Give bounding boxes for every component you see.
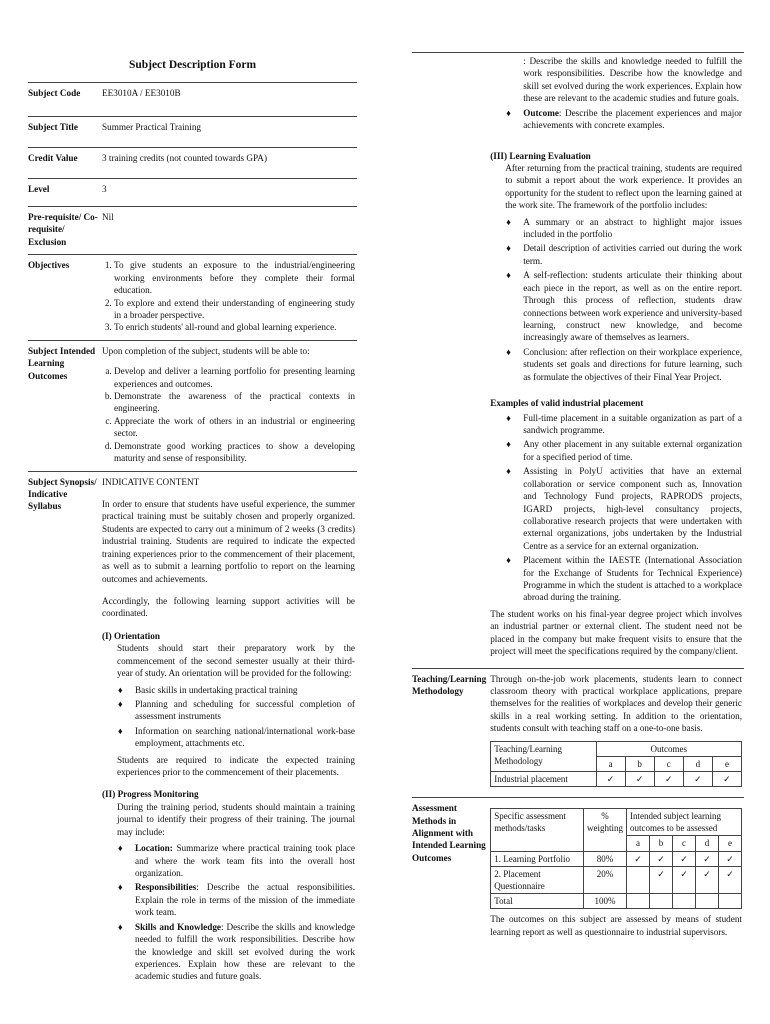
assessment-task: Total	[491, 893, 584, 908]
row-credit-value	[28, 148, 357, 179]
check-icon	[626, 893, 649, 908]
check-icon	[695, 893, 718, 908]
check-icon: ✓	[672, 866, 695, 893]
weighting-col-header: % weighting	[583, 809, 626, 851]
outcome-item: d. Demonstrate good working practices to show a developing maturity and sense of responsibility.	[114, 440, 355, 465]
monitoring-item-continued: : Describe the skills and knowledge needed to fulfill the work responsibilities. Describe how the knowledge and skill set evolved during the work experiences. Explain how these are relevant to the academic studies and future goals.	[523, 56, 742, 104]
diamond-bullet-icon: ♦	[506, 270, 511, 281]
methodology-row-label: Industrial placement	[491, 771, 596, 786]
check-icon: ✓	[695, 851, 718, 866]
orientation-list	[102, 684, 355, 750]
orientation-heading: (I) Orientation	[102, 630, 160, 641]
learning-outcomes-intro: Upon completion of the subject, students will be able to:	[102, 345, 310, 356]
methodology-col-header: Teaching/Learning Methodology	[491, 741, 596, 771]
objective-item: 1. To give students an exposure to the industrial/engineering working environments before they complete their formal education.	[114, 259, 355, 296]
table-row	[491, 866, 742, 893]
form-title: Subject Description Form	[128, 59, 257, 71]
evaluation-item: ♦ Conclusion: after reflection on their workplace experience, students set goals and directions for future learning, such as formulate the objectives of their Final Year Project.	[506, 346, 742, 382]
check-icon: ✓	[695, 866, 718, 893]
evaluation-list	[490, 216, 742, 383]
objectives-label: Objectives	[28, 255, 100, 341]
diamond-bullet-icon: ♦	[118, 843, 123, 854]
row-synopsis-continued	[412, 53, 744, 669]
level-value: 3	[100, 179, 357, 207]
diamond-bullet-icon: ♦	[506, 555, 511, 566]
diamond-bullet-icon: ♦	[118, 882, 123, 893]
right-page	[385, 0, 770, 1024]
credit-value-value: 3 training credits (not counted towards GPA)	[100, 148, 357, 179]
outcome-letter: c	[654, 756, 683, 771]
subject-title-value: Summer Practical Training	[100, 117, 357, 148]
methodology-table	[490, 741, 742, 787]
outcome-letter: d	[695, 836, 718, 851]
evaluation-item: ♦ Detail description of activities carried out during the work term.	[506, 243, 742, 266]
synopsis-paragraph: In order to ensure that students have useful experience, the summer practical training must be suitably chosen and properly organized. Students are expected to carry out a minimum of 2 weeks (3 credits) industrial training. Students are required to indicate the expected training experiences prior to the commencement of their placement, as well as to submit a learning portfolio to report on the learning outcomes and achievements.	[102, 499, 355, 584]
assessment-col-header: Specific assessment methods/tasks	[491, 809, 584, 851]
check-icon: ✓	[596, 771, 625, 786]
check-icon	[649, 893, 672, 908]
row-objectives	[28, 255, 357, 341]
check-icon	[718, 893, 741, 908]
orientation-item: ♦ Basic skills in undertaking practical training	[118, 684, 298, 695]
outcome-letter: b	[625, 756, 654, 771]
monitoring-list-part2	[490, 41, 742, 132]
subject-table-continued	[412, 52, 744, 948]
diamond-bullet-icon: ♦	[506, 216, 511, 227]
check-icon: ✓	[672, 851, 695, 866]
assessment-table	[490, 808, 742, 909]
progress-monitoring-text: During the training period, students should maintain a training journal to identify their progress of their training. The journal may include:	[117, 801, 355, 837]
check-icon: ✓	[649, 866, 672, 893]
teaching-methodology-label: Teaching/Learning Methodology	[412, 668, 488, 798]
example-item: ♦ Placement within the IAESTE (International Association for the Exchange of Students for Technical Experience) Programme in which the student is attached to a workplace abroad during the training.	[506, 555, 742, 603]
outcomes-col-header: Outcomes	[596, 741, 741, 756]
orientation-text: Students should start their preparatory work by the commencement of the second semester usually at their third-year of study. An orientation will be provided for the following:	[117, 643, 355, 679]
synopsis-label: Subject Synopsis/ Indicative Syllabus	[28, 471, 100, 941]
monitoring-item: ♦ Responsibilities: Describe the actual responsibilities. Explain the role in terms of the mission of the immediate work team.	[118, 882, 355, 918]
prerequisite-label: Pre-requisite/ Co-requisite/ Exclusion	[28, 207, 100, 255]
objective-item: 3. To enrich students' all-round and global learning experience.	[114, 321, 355, 333]
check-icon: ✓	[683, 771, 712, 786]
synopsis-paragraph: Accordingly, the following learning support activities will be coordinated.	[102, 595, 355, 619]
prerequisite-value: Nil	[100, 207, 357, 255]
table-row	[491, 851, 742, 866]
monitoring-item: ♦ Location: Summarize where practical training took place and where the work team fits into the overall host organization.	[118, 843, 355, 878]
check-icon: ✓	[712, 771, 741, 786]
orientation-item: ♦ Information on searching national/international work-base employment, attachments etc.	[118, 725, 355, 749]
row-subject-code	[28, 83, 357, 117]
level-label: Level	[28, 179, 100, 207]
outcome-letter: e	[718, 836, 741, 851]
subject-title-label: Subject Title	[28, 117, 100, 148]
outcome-letter: e	[712, 756, 741, 771]
diamond-bullet-icon: ♦	[506, 243, 511, 254]
assessment-task: 2. Placement Questionnaire	[491, 866, 584, 893]
diamond-bullet-icon: ♦	[118, 725, 123, 736]
evaluation-item: ♦ A self-reflection: students articulate their thinking about each piece in the report, as well as on the entire report. Through this process of reflection, students draw connections between work experience and university-based learning, construct new knowledge, and become increasingly aware of themselves as learners.	[506, 270, 742, 343]
diamond-bullet-icon: ♦	[506, 439, 511, 450]
row-prerequisite	[28, 207, 357, 255]
row-assessment-methods	[412, 798, 744, 948]
objective-item: 2. To explore and extend their understanding of engineering study in a broader perspective.	[114, 297, 355, 322]
assessment-methods-label: Assessment Methods in Alignment with Intended Learning Outcomes	[412, 798, 488, 948]
outcome-item: c. Appreciate the work of others in an industrial or engineering sector.	[114, 415, 355, 440]
assessment-weight: 80%	[583, 851, 626, 866]
outcome-letter: d	[683, 756, 712, 771]
orientation-after: Students are required to indicate the expected training experiences prior to the commencement of their placements.	[117, 754, 355, 778]
table-row	[491, 771, 742, 786]
examples-heading: Examples of valid industrial placement	[490, 398, 644, 409]
orientation-item: ♦ Planning and scheduling for successful completion of assessment instruments	[118, 698, 355, 722]
learning-outcomes-list	[102, 365, 355, 464]
row-learning-outcomes	[28, 340, 357, 471]
subject-code-value: EE3010A / EE3010B	[100, 83, 357, 117]
row-synopsis	[28, 471, 357, 941]
row-teaching-methodology	[412, 668, 744, 798]
subject-code-label: Subject Code	[28, 83, 100, 117]
check-icon: ✓	[625, 771, 654, 786]
outcome-item: b. Demonstrate the awareness of the practical contexts in engineering.	[114, 390, 355, 415]
indicative-content-heading: INDICATIVE CONTENT	[102, 476, 200, 487]
monitoring-item: ♦ Outcome: Describe the placement experiences and major achievements with concrete examples.	[506, 107, 742, 131]
assessment-weight: 20%	[583, 866, 626, 893]
objectives-list	[102, 259, 355, 334]
examples-after: The student works on his final-year degree project which involves an industrial partner or external client. The student need not be placed in the company but make frequent visits to ensure that the project will meet the specifications required by the company/client.	[490, 608, 742, 657]
learning-evaluation-heading: (III) Learning Evaluation	[490, 150, 591, 161]
progress-monitoring-heading: (II) Progress Monitoring	[102, 789, 199, 800]
diamond-bullet-icon: ♦	[118, 921, 123, 932]
examples-list	[490, 412, 742, 604]
example-item: ♦ Any other placement in any suitable external organization for a specified period of time.	[506, 439, 742, 462]
diamond-bullet-icon: ♦	[506, 466, 511, 477]
teaching-methodology-text: Through on-the-job work placements, students learn to connect classroom theory with practical workplace applications, prepare themselves for the realities of workplaces and develop their generic skills in a real working setting. In addition to the orientation, students consult with teaching staff on a one-to-one basis.	[490, 673, 742, 734]
learning-evaluation-text: After returning from the practical training, students are required to submit a report about the work experience. It provides an opportunity for the student to reflect upon the learning gained at the work site. The framework of the portfolio includes:	[505, 162, 742, 211]
monitoring-item: ♦ Skills and Knowledge: Describe the skills and knowledge needed to fulfill the work responsibilities. Describe how the knowledge and skill set evolved during the work experiences. Explain how these are relevant to the academic studies and future goals.	[118, 921, 355, 982]
row-level	[28, 179, 357, 207]
outcome-letter: a	[626, 836, 649, 851]
diamond-bullet-icon: ♦	[118, 684, 123, 695]
assessment-task: 1. Learning Portfolio	[491, 851, 584, 866]
outcome-letter: b	[649, 836, 672, 851]
learning-outcomes-label: Subject Intended Learning Outcomes	[28, 340, 100, 471]
subject-table	[28, 82, 357, 982]
row-subject-title	[28, 117, 357, 148]
example-item: ♦ Assisting in PolyU activities that have an external collaboration or service component such as, Innovation and Technology Fund projects, RAPRODS projects, IGARD projects, high-level consultancy projects, collaborative research projects that were undertaken with external organizations, jobs undertaken by the Industrial Centre as a service for an external organization.	[506, 466, 742, 551]
assessment-weight: 100%	[583, 893, 626, 908]
diamond-bullet-icon: ♦	[506, 107, 511, 118]
diamond-bullet-icon: ♦	[506, 346, 511, 357]
assessment-after: The outcomes on this subject are assessed by means of student learning report as well as questionnaire to industrial supervisors.	[490, 914, 742, 937]
monitoring-list-part1	[102, 842, 355, 982]
diamond-bullet-icon: ♦	[118, 698, 123, 709]
outcome-letter: c	[672, 836, 695, 851]
check-icon	[672, 893, 695, 908]
check-icon	[626, 866, 649, 893]
check-icon: ✓	[654, 771, 683, 786]
outcome-letter: a	[596, 756, 625, 771]
check-icon: ✓	[626, 851, 649, 866]
check-icon: ✓	[718, 866, 741, 893]
evaluation-item: ♦ A summary or an abstract to highlight major issues included in the portfolio	[506, 216, 742, 240]
outcome-item: a. Develop and deliver a learning portfolio for presenting learning experiences and outcomes.	[114, 365, 355, 390]
credit-value-label: Credit Value	[28, 148, 100, 179]
table-row	[491, 893, 742, 908]
diamond-bullet-icon: ♦	[506, 412, 511, 423]
example-item: ♦ Full-time placement in a suitable organization as part of a sandwich programme.	[506, 412, 742, 435]
ilo-col-header: Intended subject learning outcomes to be assessed	[626, 809, 741, 836]
check-icon: ✓	[649, 851, 672, 866]
check-icon: ✓	[718, 851, 741, 866]
